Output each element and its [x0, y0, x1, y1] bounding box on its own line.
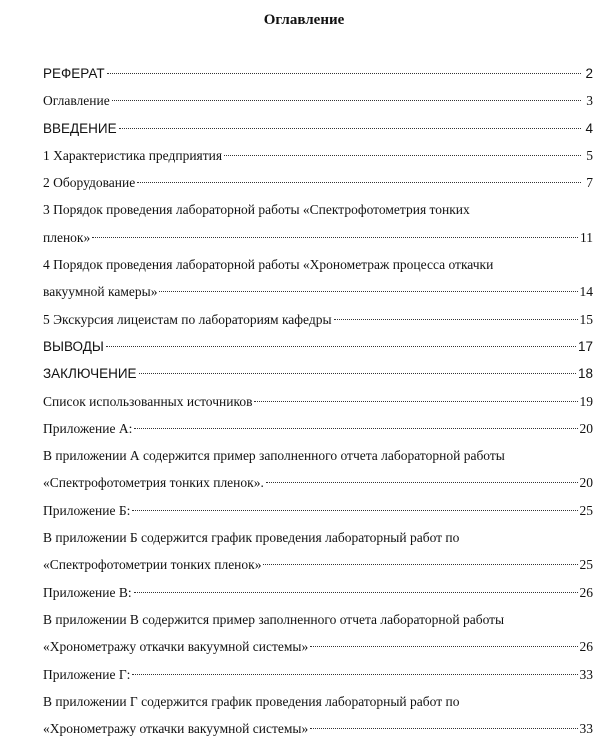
toc-page-number: 7 — [586, 175, 593, 191]
dot-leader — [266, 482, 578, 483]
dot-leader — [334, 319, 578, 320]
toc-page-number: 20 — [579, 475, 593, 491]
toc-page-number: 2 — [585, 66, 593, 81]
toc-entry-text: Приложение В: — [43, 584, 132, 600]
toc-list — [43, 60, 593, 742]
dot-leader — [107, 73, 581, 74]
toc-entry-text: 3 Порядок проведения лабораторной работы «Спектрофотометрия тонких — [43, 202, 470, 218]
toc-entry-text: В приложении А содержится пример заполненного отчета лабораторной работы — [43, 448, 505, 464]
dot-leader — [132, 510, 577, 511]
dot-leader — [310, 728, 577, 729]
toc-entry-text: 4 Порядок проведения лабораторной работы «Хронометраж процесса откачки — [43, 257, 494, 273]
toc-entry[interactable] — [43, 360, 593, 387]
dot-leader — [254, 401, 577, 402]
toc-entry[interactable] — [43, 306, 593, 333]
toc-entry[interactable] — [43, 60, 593, 87]
toc-entry-text: 5 Экскурсия лицеистам по лабораториям кафедры — [43, 311, 332, 327]
dot-leader — [224, 155, 581, 156]
toc-page-number: 26 — [579, 584, 593, 600]
toc-page-number: 25 — [579, 557, 593, 573]
toc-entry-text: «Спектрофотометрии тонких пленок» — [43, 557, 262, 573]
toc-page-number: 11 — [580, 229, 593, 245]
toc-entry-text: Приложение Б: — [43, 502, 131, 518]
toc-page-number: 18 — [577, 366, 593, 382]
toc-entry-text: ЗАКЛЮЧЕНИЕ — [43, 366, 137, 382]
toc-entry[interactable] — [43, 524, 593, 579]
toc-entry-text: ВВЕДЕНИЕ — [43, 120, 117, 136]
toc-page-number: 33 — [579, 721, 593, 737]
toc-page-number: 19 — [579, 393, 593, 409]
toc-entry-text: В приложении Г содержится график проведения лабораторный работ по — [43, 693, 460, 709]
page-title: Оглавление — [263, 12, 345, 28]
dot-leader — [106, 346, 576, 347]
toc-entry[interactable] — [43, 579, 593, 606]
toc-entry[interactable] — [43, 115, 593, 142]
toc-entry[interactable] — [43, 196, 593, 251]
toc-entry-text: Приложение А: — [43, 420, 133, 436]
dot-leader — [263, 564, 577, 565]
toc-entry-text: вакуумной камеры» — [43, 284, 158, 300]
toc-entry[interactable] — [43, 251, 593, 306]
dot-leader — [132, 674, 577, 675]
toc-entry-text: «Хронометражу откачки вакуумной системы» — [43, 721, 309, 737]
toc-entry-text: ВЫВОДЫ — [43, 338, 104, 354]
dot-leader — [134, 428, 577, 429]
dot-leader — [92, 237, 578, 238]
toc-entry[interactable] — [43, 661, 593, 688]
toc-page-number: 26 — [579, 639, 593, 655]
toc-entry[interactable] — [43, 442, 593, 497]
toc-entry-text: В приложении В содержится пример заполненного отчета лабораторной работы — [43, 611, 505, 627]
toc-entry-text: 2 Оборудование — [43, 175, 136, 191]
toc-page-number: 20 — [579, 420, 593, 436]
dot-leader — [119, 128, 581, 129]
dot-leader — [134, 592, 578, 593]
toc-page-number: 5 — [586, 147, 593, 163]
dot-leader — [112, 100, 581, 101]
toc-entry-text: Список использованных источников — [43, 393, 253, 409]
toc-page-number: 14 — [579, 284, 593, 300]
toc-page-number: 3 — [586, 93, 593, 109]
toc-entry-text: Приложение Г: — [43, 666, 131, 682]
toc-entry[interactable] — [43, 415, 593, 442]
toc-page-number: 4 — [585, 120, 593, 136]
dot-leader — [159, 291, 577, 292]
toc-entry[interactable] — [43, 497, 593, 524]
toc-page-number: 25 — [579, 502, 593, 518]
toc-entry[interactable] — [43, 688, 593, 743]
toc-entry-text: РЕФЕРАТ — [43, 66, 105, 81]
toc-entry[interactable] — [43, 142, 593, 169]
dot-leader — [310, 646, 577, 647]
toc-entry[interactable] — [43, 87, 593, 114]
dot-leader — [139, 373, 576, 374]
toc-entry[interactable] — [43, 169, 593, 196]
toc-entry[interactable] — [43, 606, 593, 661]
toc-entry-text: «Хронометражу откачки вакуумной системы» — [43, 639, 309, 655]
toc-entry-text: 1 Характеристика предприятия — [43, 147, 223, 163]
toc-entry-text: Оглавление — [43, 93, 110, 109]
toc-entry-text: пленок» — [43, 229, 91, 245]
toc-entry-text: «Спектрофотометрия тонких пленок». — [43, 475, 264, 491]
toc-entry[interactable] — [43, 388, 593, 415]
toc-page-number: 17 — [577, 338, 593, 354]
toc-entry-text: В приложении Б содержится график проведения лабораторный работ по — [43, 530, 460, 546]
toc-page-number: 33 — [579, 666, 593, 682]
toc-entry[interactable] — [43, 333, 593, 360]
toc-page-number: 15 — [579, 311, 593, 327]
dot-leader — [137, 182, 581, 183]
